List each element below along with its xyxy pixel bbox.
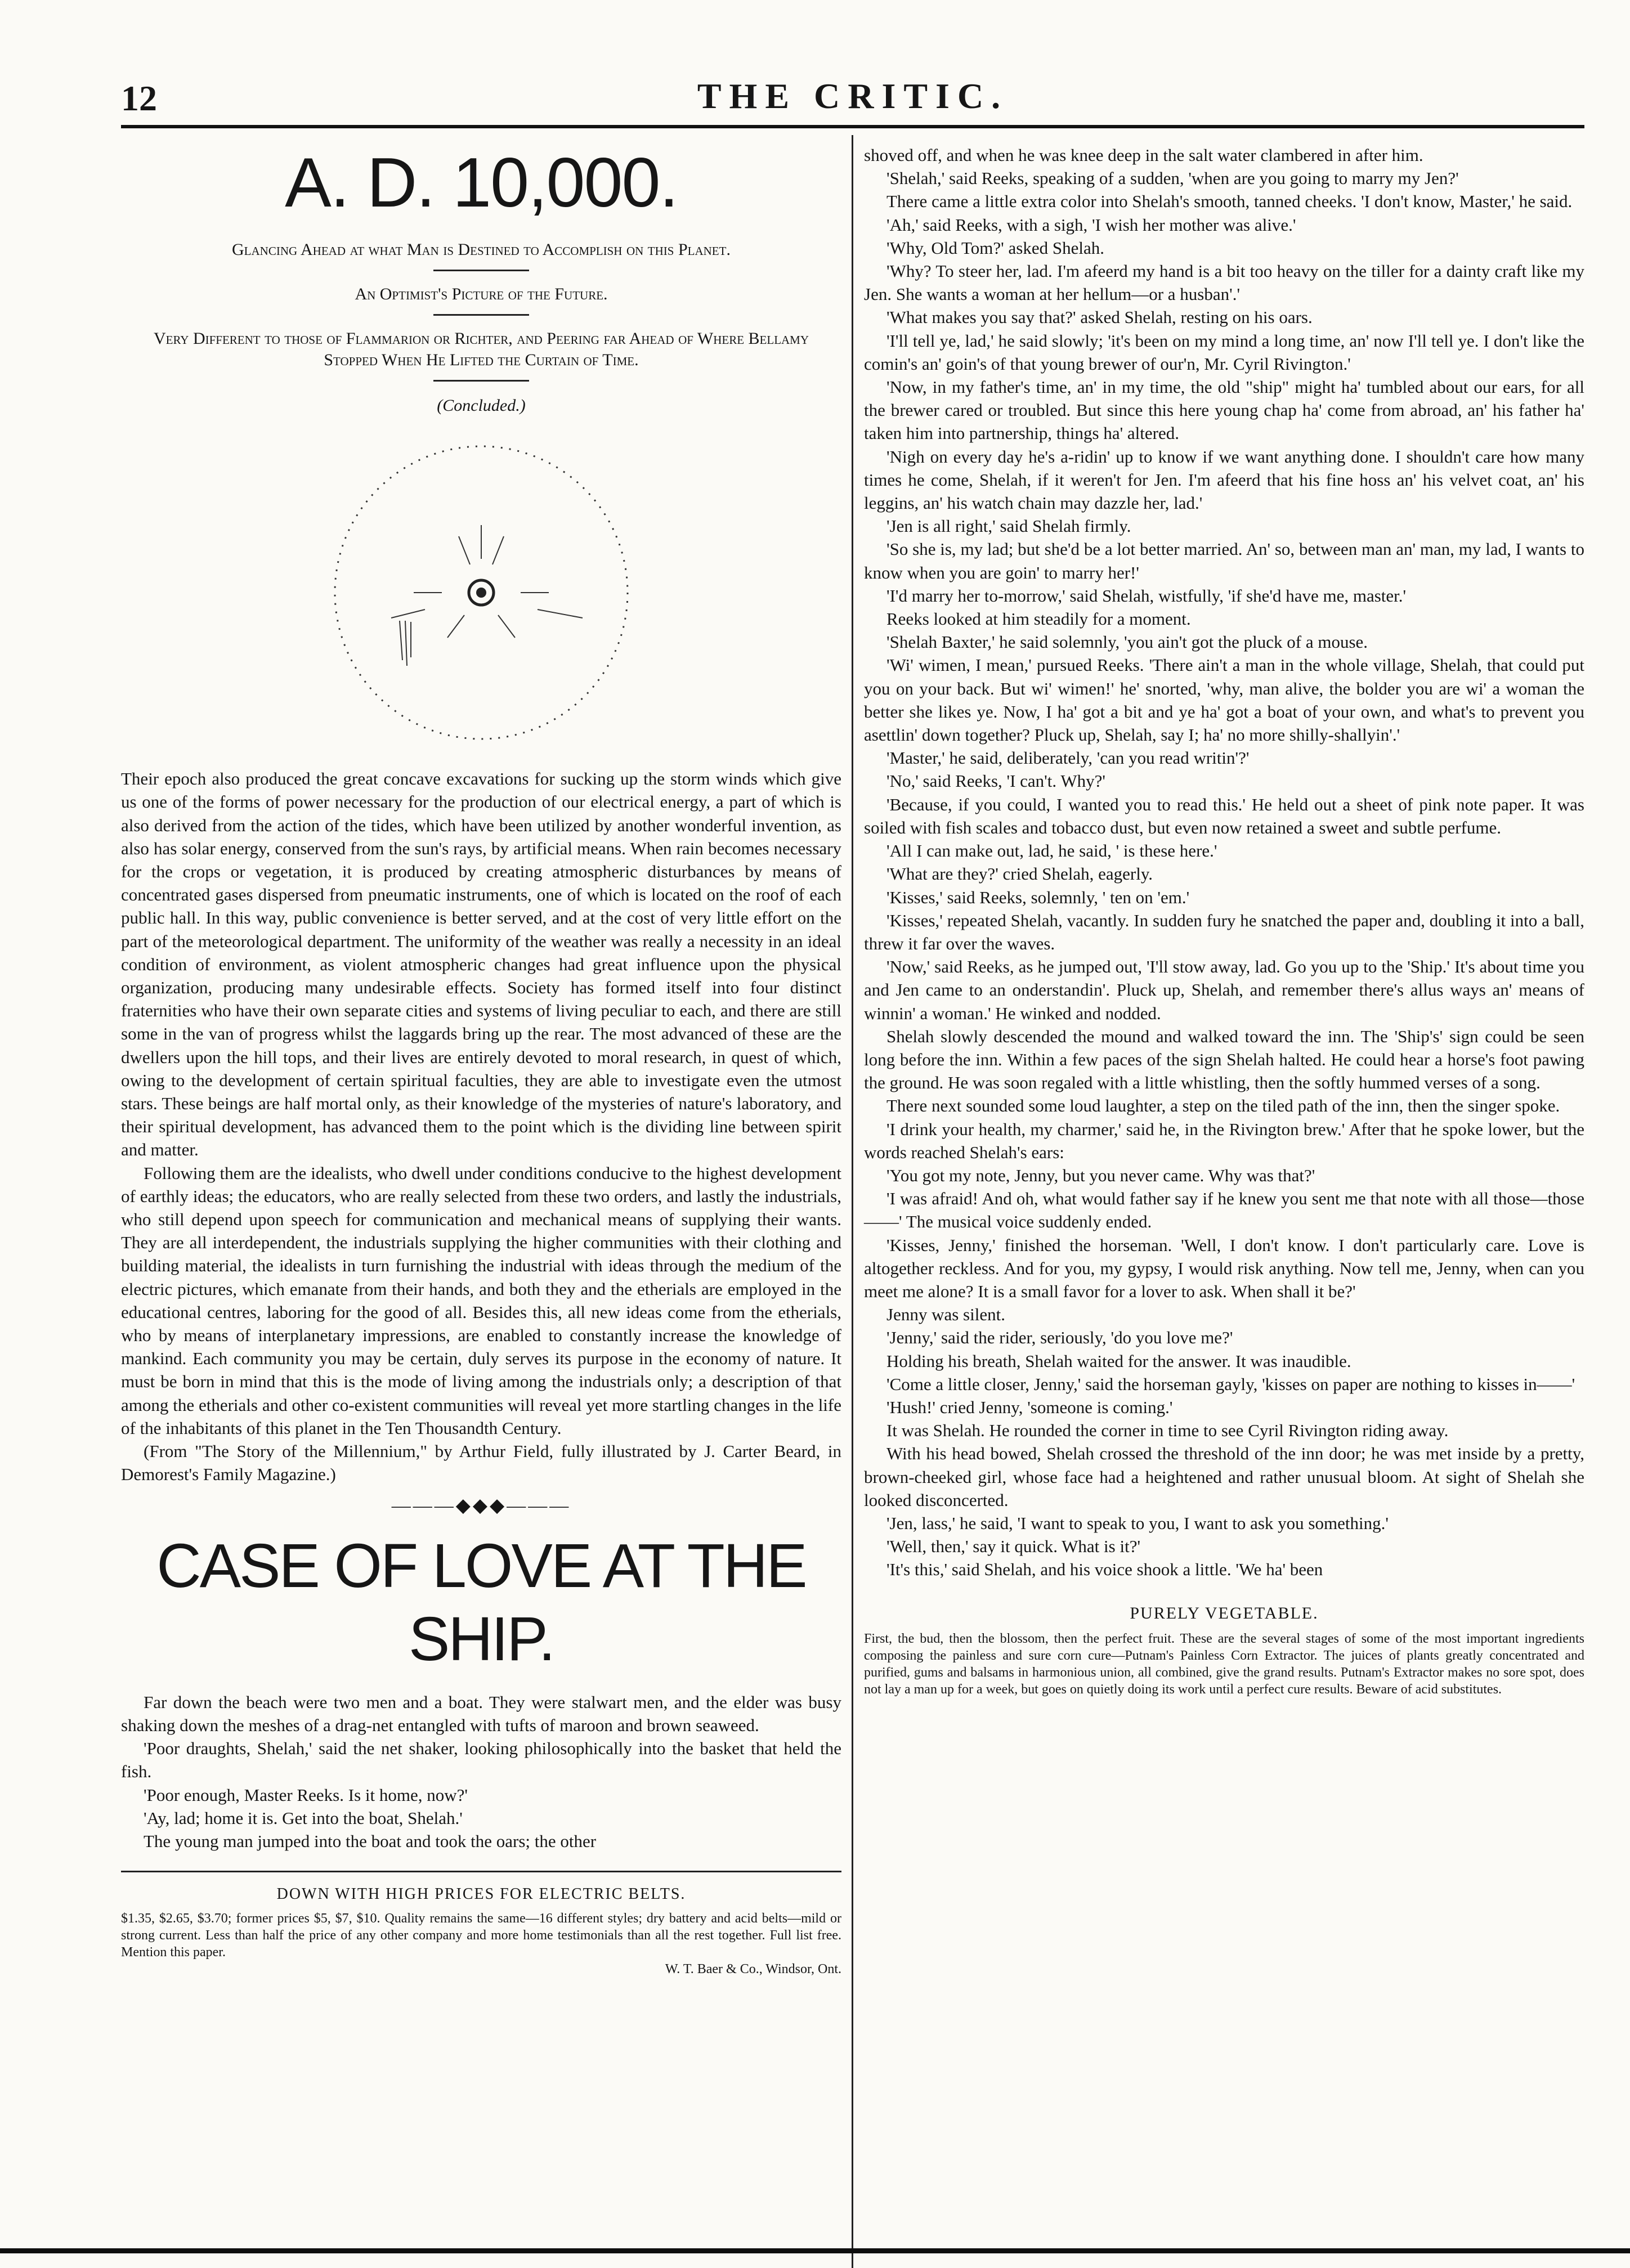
story-paragraph: 'I'll tell ye, lad,' he said slowly; 'it's been on my mind a long time, an' now I'll tell ye. I don't like the comin's an' goin's of that young brewer of our'n, Mr. Cyril Rivington.' [864, 330, 1584, 374]
story-paragraph: 'Jen, lass,' he said, 'I want to speak to you, I want to ask you something.' [886, 1513, 1389, 1533]
sun-rays-illustration [301, 424, 661, 756]
story-paragraph: 'Poor enough, Master Reeks. Is it home, now?' [144, 1785, 468, 1805]
story-paragraph: There next sounded some loud laughter, a step on the tiled path of the inn, then the singer spoke. [886, 1096, 1560, 1116]
article-source-credit: (From "The Story of the Millennium," by Arthur Field, fully illustrated by J. Carter Beard, in Demorest's Family Magazine.) [121, 1441, 841, 1485]
story-paragraph: 'All I can make out, lad, he said, ' is these here.' [886, 841, 1217, 861]
story-paragraph: 'It's this,' said Shelah, and his voice shook a little. 'We ha' been [886, 1559, 1323, 1580]
story-paragraph: 'You got my note, Jenny, but you never came. Why was that?' [886, 1165, 1315, 1185]
story-paragraph: Reeks looked at him steadily for a moment. [886, 609, 1191, 629]
story-paragraph: 'Wi' wimen, I mean,' pursued Reeks. 'There ain't a man in the whole village, Shelah, that could put you on your back. But wi' wimen!' he' snorted, 'why, man alive, the bolder you are wi' a woman the better she likes ye. Now, I ha' got a bit and ye ha' got a boat of your own, and what's to prevent you asettlin' down together? Pluck up, Shelah, say I; ha' no more shilly-shallyin'.' [864, 655, 1584, 745]
advert-signature [121, 1961, 841, 1978]
story-paragraph: 'I was afraid! And oh, what would father say if he knew you sent me that note with all those—those——' The musical voice suddenly ended. [864, 1189, 1584, 1232]
story-paragraph: Holding his breath, Shelah waited for the answer. It was inaudible. [886, 1351, 1351, 1371]
story-paragraph: 'Master,' he said, deliberately, 'can you read writin'?' [886, 748, 1250, 768]
story-paragraph: 'Jenny,' said the rider, seriously, 'do you love me?' [886, 1328, 1233, 1348]
right-column [864, 144, 1584, 1698]
deck-rule [433, 270, 529, 271]
story-paragraph: 'Poor draughts, Shelah,' said the net shaker, looking philosophically into the basket that held the fish. [121, 1738, 841, 1782]
advert-title-belts: DOWN WITH HIGH PRICES FOR ELECTRIC BELTS. [276, 1885, 686, 1903]
story-paragraph: 'Now, in my father's time, an' in my time, the old "ship" might ha' tumbled about our ears, for all the brewer cared or troubled. But since this here young chap ha' come from abroad, an' his father ha' taken him into partnership, things ha' altered. [864, 377, 1584, 443]
story-paragraph: 'Ah,' said Reeks, with a sigh, 'I wish her mother was alive.' [886, 214, 1296, 235]
advert-title-vegetable: PURELY VEGETABLE. [1130, 1603, 1319, 1622]
article-title-ad-10000: A. D. 10,000. [285, 144, 678, 222]
story-paragraph: With his head bowed, Shelah crossed the threshold of the inn door; he was met inside by a pretty, brown-cheeked girl, whose face had a heightened and rather unusual bloom. At sight of Shelah she looked disconcerted. [864, 1444, 1584, 1510]
story-paragraph: 'So she is, my lad; but she'd be a lot better married. An' so, between man an' man, my lad, I wants to know when you are goin' to marry her!' [864, 539, 1584, 582]
story-paragraph: 'Now,' said Reeks, as he jumped out, 'I'll stow away, lad. Go you up to the 'Ship.' It's about time you and Jen came to an onderstandin'. Pluck up, Shelah, and remember there's allus ways an' means of winnin' a woman.' He winked and nodded. [864, 957, 1584, 1023]
advert-vegetable [864, 1602, 1584, 1698]
story-paragraph: It was Shelah. He rounded the corner in time to see Cyril Rivington riding away. [886, 1420, 1449, 1441]
story-paragraph: 'Because, if you could, I wanted you to read this.' He held out a sheet of pink note paper. It was soiled with fish scales and tobacco dust, but even now retained a sweet and subtle perfume. [864, 794, 1584, 837]
story-paragraph: 'What makes you say that?' asked Shelah, resting on his oars. [886, 307, 1313, 328]
deck-rule [433, 380, 529, 382]
page-number: 12 [121, 78, 157, 118]
advert-rule [121, 1871, 841, 1872]
story-paragraph: 'Why? To steer her, lad. I'm afeerd my hand is a bit too heavy on the tiller for a dainty craft like my Jen. She wants a woman at her hellum—or a husban'.' [864, 261, 1584, 304]
story-paragraph: 'I drink your health, my charmer,' said he, in the Rivington brew.' After that he spoke lower, but the words reached Shelah's ears: [864, 1119, 1584, 1162]
story-paragraph: The young man jumped into the boat and took the oars; the other [144, 1831, 597, 1851]
story-paragraph: 'Kisses, Jenny,' finished the horseman. 'Well, I don't know. I don't particularly care. Love is altogether reckless. And for you, my gypsy, I would risk anything. Now tell me, Jenny, when can you meet me alone? It is a small favor for a lover to ask. When shall it be?' [864, 1235, 1584, 1301]
article-paragraph: Their epoch also produced the great concave excavations for sucking up the storm winds which give us one of the forms of power necessary for the production of our electrical energy, a part of which is also derived from the action of the tides, which have been utilized by another wonderful invention, as also has solar energy, conserved from the sun's rays, by artificial means. When rain becomes necessary for the crops or vegetation, it is produced by creating atmospheric disturbances by means of concentrated gases dispersed from pneumatic instruments, one of which is located on the roof of each public hall. In this way, public convenience is better served, and at the cost of very little effort on the part of the meteorological department. The uniformity of the weather was really a necessity in an ideal condition of environment, as violent atmospheric changes had great influence upon the physical organization, producing many undesirable effects. Society has formed itself into four distinct fraternities who have their own separate cities and systems of living peculiar to each, and there are still some in the van of progress whilst the laggards bring up the rear. The most advanced of these are the dwellers upon the hill tops, and their lives are entirely devoted to moral research, in quest of which, owing to the development of certain spiritual faculties, they are able to investigate even the utmost stars. These beings are half mortal only, as their knowledge of the mysteries of nature's laboratory, and their spiritual development, has advanced them to the point which is the dividing line between spirit and matter. [121, 769, 841, 1160]
advert-signature-right: W. T. Baer & Co., Windsor, Ont. [665, 1962, 841, 1977]
masthead: THE CRITIC. [697, 76, 1009, 116]
story-paragraph: 'Kisses,' repeated Shelah, vacantly. In sudden fury he snatched the paper and, doubling it into a ball, threw it far over the waves. [864, 910, 1584, 953]
story-paragraph: Shelah slowly descended the mound and walked toward the inn. The 'Ship's' sign could be seen long before the inn. Within a few paces of the sign Shelah halted. He could hear a horse's foot pawing the ground. He was soon regaled with a little whistling, then the softly hummed verses of a song. [864, 1026, 1584, 1093]
advert-body-belts: $1.35, $2.65, $3.70; former prices $5, $7, $10. Quality remains the same—16 different styles; dry battery and acid belts—mild or strong current. Less than half the price of any other company and more home testimonials than all the rest together. Full list free. Mention this paper. [121, 1911, 841, 1960]
story-paragraph: 'Well, then,' say it quick. What is it?' [886, 1536, 1141, 1557]
story-paragraph: Far down the beach were two men and a boat. They were stalwart men, and the elder was busy shaking down the meshes of a drag-net entangled with tufts of maroon and brown seaweed. [121, 1692, 841, 1735]
story-paragraph: Jenny was silent. [886, 1305, 1005, 1325]
story-paragraph: 'Hush!' cried Jenny, 'someone is coming.' [886, 1397, 1173, 1417]
story-paragraph: 'Kisses,' said Reeks, solemnly, ' ten on 'em.' [886, 887, 1190, 907]
article-deck-3: Very Different to those of Flammarion or Richter, and Peering far Ahead of Where Bellamy Stopped When He Lifted the Curtain of Time. [153, 329, 809, 369]
advert-body-vegetable: First, the bud, then the blossom, then the perfect fruit. These are the several stages of some of the most important ingredients composing the painless and sure corn cure—Putnam's Painless Corn Extractor. The juices of plants greatly concentrated and purified, gums and balsams in harmonious union, all combined, give the grand results. Putnam's Extractor makes no sore spot, does not lay a man up for a week, but goes on quietly doing its work until a perfect cure results. Beware of acid substitutes. [864, 1631, 1584, 1697]
story-paragraph: 'No,' said Reeks, 'I can't. Why?' [886, 771, 1105, 791]
story-paragraph: 'Shelah,' said Reeks, speaking of a sudden, 'when are you going to marry my Jen?' [886, 168, 1459, 189]
story-paragraph: There came a little extra color into Shelah's smooth, tanned cheeks. 'I don't know, Master,' he said. [886, 191, 1573, 212]
left-column [121, 144, 841, 1978]
article-paragraph: Following them are the idealists, who dwell under conditions conducive to the highest development of earthly ideas; the educators, who are really selected from these two orders, and lastly the industrials, who still depend upon speech for communication and mechanical means of supplying their wants. They are all interdependent, the industrials supplying the higher communities with their clothing and building material, the idealists in turn furnishing the industrial with ideas through the medium of the electric pictures, which emanate from their hands, and both they and the etherials are employed in the educational centres, laboring for the good of all. Besides this, all new ideas come from the etherials, who by means of interplanetary impressions, are enabled to constantly increase the knowledge of mankind. Each community you may be certain, duly serves its purpose in the economy of nature. It must be born in mind that this is the mode of living among the industrials only; a description of that among the etherials and other co-existent communities will reveal yet more startling changes in the life of the inhabitants of this planet in the Ten Thousandth Century. [121, 1163, 841, 1438]
story-paragraph: 'Why, Old Tom?' asked Shelah. [886, 237, 1104, 258]
concluded-note: (Concluded.) [437, 396, 526, 415]
page-bottom-rule [0, 2248, 1630, 2253]
story-paragraph: 'Come a little closer, Jenny,' said the horseman gayly, 'kisses on paper are nothing to kisses in——' [886, 1374, 1575, 1394]
article-title-love-at-ship: CASE OF LOVE AT THE SHIP. [156, 1531, 806, 1674]
story-paragraph: 'Nigh on every day he's a-ridin' up to know if we want anything done. I shouldn't care how many times he come, Shelah, if it weren't for Jen. I'm afeerd that his fine hoss an' his velvet coat, an' his leggins, an' his watch chain may dazzle her, lad.' [864, 446, 1584, 513]
header-rule [121, 125, 1584, 128]
article-deck-1: Glancing Ahead at what Man is Destined to Accomplish on this Planet. [232, 240, 731, 259]
story-paragraph: 'Jen is all right,' said Shelah firmly. [886, 516, 1131, 536]
deck-rule [433, 314, 529, 316]
story-paragraph: shoved off, and when he was knee deep in the salt water clambered in after him. [864, 145, 1423, 165]
column-divider [852, 135, 853, 2268]
section-ornament: ———◆◆◆——— [391, 1495, 571, 1516]
story-paragraph: 'Shelah Baxter,' he said solemnly, 'you ain't got the pluck of a mouse. [886, 632, 1368, 652]
story-paragraph: 'Ay, lad; home it is. Get into the boat, Shelah.' [144, 1808, 463, 1828]
article-deck-2: An Optimist's Picture of the Future. [355, 285, 608, 303]
story-paragraph: 'I'd marry her to-morrow,' said Shelah, wistfully, 'if she'd have me, master.' [886, 585, 1407, 606]
story-paragraph: 'What are they?' cried Shelah, eagerly. [886, 864, 1153, 884]
